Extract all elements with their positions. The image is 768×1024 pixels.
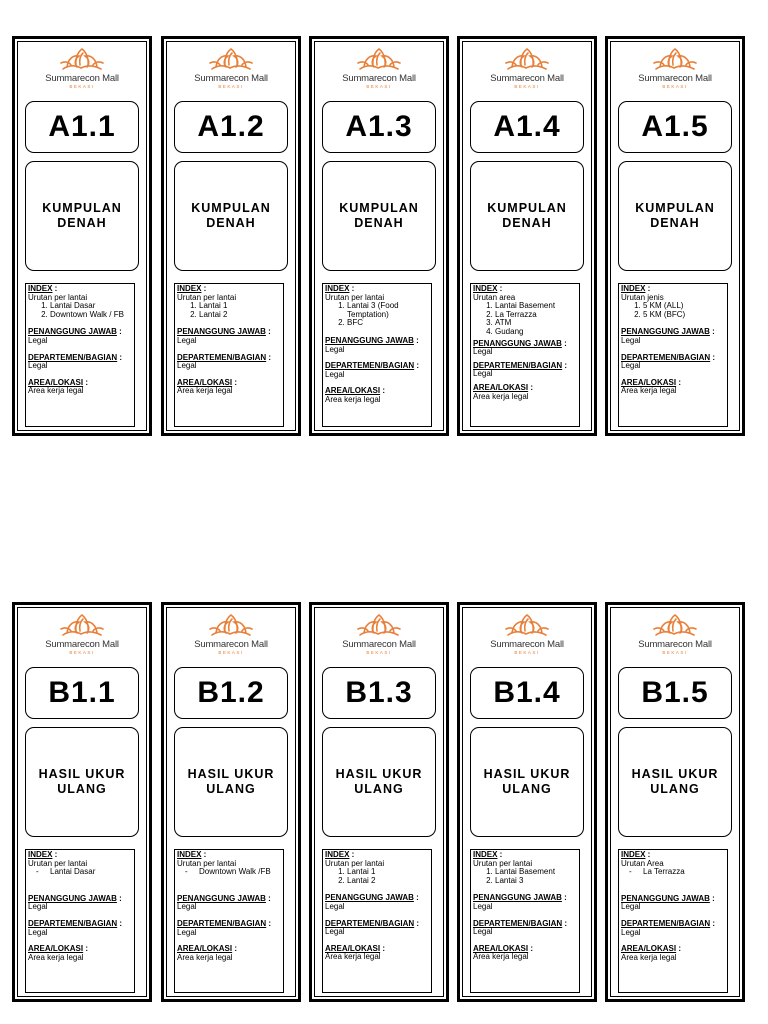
index-list — [621, 868, 725, 877]
departemen-value: Legal — [621, 927, 641, 937]
penanggung-jawab-label: PENANGGUNG JAWAB — [177, 893, 266, 903]
departemen-label: DEPARTEMEN/BAGIAN — [177, 352, 267, 362]
info-box: INDEX : Urutan jenis 1. 5 KM (ALL) 2. 5 KM (BFC) PENANGGUNG JAWAB : Legal DEPARTEMEN/BAGIAN : Legal AREA/LOKASI : Area kerja legal — [618, 283, 728, 427]
index-list-item: 1. Lantai Dasar — [50, 302, 132, 311]
departemen-label: DEPARTEMEN/BAGIAN — [325, 361, 415, 371]
binder-label-card-b1-1 — [12, 602, 152, 1002]
penanggung-jawab-value: Legal — [177, 902, 197, 912]
binder-code: A1.4 — [470, 101, 584, 153]
area-lokasi-label: AREA/LOKASI — [621, 944, 677, 954]
brand-name: Summarecon Mall — [342, 73, 416, 84]
index-list-items — [325, 302, 429, 328]
departemen-value: Legal — [473, 927, 493, 937]
brand-location: BEKASI — [662, 650, 688, 655]
sort-order-text: Urutan per lantai — [325, 292, 385, 302]
index-list — [177, 868, 281, 877]
departemen-value: Legal — [621, 361, 641, 371]
summarecon-logo — [460, 47, 594, 99]
index-list-item: 1. Lantai 1 — [347, 868, 429, 877]
brand-location: BEKASI — [514, 84, 540, 89]
index-label: INDEX — [325, 850, 350, 859]
index-list — [28, 302, 132, 319]
summarecon-logo — [312, 47, 446, 99]
binder-title — [322, 161, 436, 271]
penanggung-jawab-label: PENANGGUNG JAWAB — [28, 893, 117, 903]
index-list-items — [177, 868, 281, 877]
index-list-item: 1. 5 KM (ALL) — [643, 302, 725, 311]
departemen-label: DEPARTEMEN/BAGIAN — [621, 918, 711, 928]
brand-location: BEKASI — [218, 650, 244, 655]
binder-code: B1.3 — [322, 667, 436, 719]
index-list — [473, 868, 577, 885]
penanggung-jawab-value: Legal — [28, 902, 48, 912]
area-lokasi-label: AREA/LOKASI — [28, 377, 84, 387]
index-list-items — [473, 868, 577, 885]
index-label: INDEX — [28, 850, 53, 859]
row-hasil-ukur-ulang — [0, 602, 768, 1004]
index-list-item: 2. Lantai 2 — [199, 311, 281, 320]
departemen-value: Legal — [177, 361, 197, 371]
area-lokasi-value: Area kerja legal — [177, 386, 233, 396]
index-list-item: 1. Lantai 1 — [199, 302, 281, 311]
binder-title-line1: HASIL UKUR — [38, 767, 126, 781]
index-list-item: - Lantai Dasar — [50, 868, 132, 877]
binder-title — [174, 161, 288, 271]
info-box: INDEX : Urutan area 1. Lantai Basement 2. La Terrazza 3. ATM 4. Gudang PENANGGUNG JAWAB : Legal DEPARTEMEN/BAGIAN : Legal AREA/LOKASI : Area kerja legal — [470, 283, 580, 427]
binder-title-line2: DENAH — [502, 216, 552, 230]
penanggung-jawab-value: Legal — [325, 901, 345, 911]
index-list — [28, 868, 132, 877]
brand-location: BEKASI — [662, 84, 688, 89]
penanggung-jawab-label: PENANGGUNG JAWAB — [473, 893, 562, 903]
index-list-items — [621, 868, 725, 877]
index-list-item: 2. Lantai 3 — [495, 877, 577, 886]
departemen-label: DEPARTEMEN/BAGIAN — [473, 918, 563, 928]
binder-label-card-a1-4 — [457, 36, 597, 436]
binder-label-card-b1-3 — [309, 602, 449, 1002]
index-list-items — [177, 302, 281, 319]
binder-title — [470, 727, 584, 837]
penanggung-jawab-label: PENANGGUNG JAWAB — [473, 338, 562, 348]
area-lokasi-value: Area kerja legal — [621, 952, 677, 962]
summarecon-logo — [164, 47, 298, 99]
binder-title — [25, 161, 139, 271]
lotus-logo-icon — [356, 613, 402, 639]
brand-location: BEKASI — [218, 84, 244, 89]
index-list-item: - Downtown Walk /FB — [199, 868, 281, 877]
area-lokasi-label: AREA/LOKASI — [325, 386, 381, 396]
binder-title-line1: KUMPULAN — [191, 201, 271, 215]
brand-location: BEKASI — [366, 84, 392, 89]
area-lokasi-value: Area kerja legal — [473, 391, 529, 401]
binder-title-line2: DENAH — [650, 216, 700, 230]
area-lokasi-label: AREA/LOKASI — [621, 377, 677, 387]
brand-name: Summarecon Mall — [638, 639, 712, 650]
brand-name: Summarecon Mall — [638, 73, 712, 84]
index-list-items — [28, 868, 132, 877]
area-lokasi-value: Area kerja legal — [28, 952, 84, 962]
penanggung-jawab-label: PENANGGUNG JAWAB — [177, 327, 266, 337]
index-label: INDEX — [28, 284, 53, 293]
binder-title-line1: HASIL UKUR — [335, 767, 423, 781]
index-label: INDEX — [473, 850, 498, 859]
index-label: INDEX — [177, 284, 202, 293]
penanggung-jawab-label: PENANGGUNG JAWAB — [621, 327, 710, 337]
index-list-item: 2. Lantai 2 — [347, 877, 429, 886]
departemen-value: Legal — [177, 927, 197, 937]
binder-title-line1: HASIL UKUR — [187, 767, 275, 781]
lotus-logo-icon — [504, 47, 550, 73]
area-lokasi-value: Area kerja legal — [621, 386, 677, 396]
brand-name: Summarecon Mall — [342, 639, 416, 650]
binder-title-line1: KUMPULAN — [339, 201, 419, 215]
row-kumpulan-denah — [0, 36, 768, 438]
brand-location: BEKASI — [69, 650, 95, 655]
binder-code: A1.5 — [618, 101, 732, 153]
brand-name: Summarecon Mall — [194, 639, 268, 650]
index-list-item: 1. Lantai 3 (Food Temptation) — [347, 302, 429, 319]
departemen-value: Legal — [325, 927, 345, 937]
lotus-logo-icon — [504, 613, 550, 639]
binder-title-line1: HASIL UKUR — [483, 767, 571, 781]
info-box: INDEX : Urutan per lantai 1. Lantai 1 2. Lantai 2 PENANGGUNG JAWAB : Legal DEPARTEMEN/BAGIAN : Legal AREA/LOKASI : Area kerja legal — [174, 283, 284, 427]
area-lokasi-label: AREA/LOKASI — [28, 944, 84, 954]
brand-name: Summarecon Mall — [490, 639, 564, 650]
binder-code: A1.1 — [25, 101, 139, 153]
departemen-label: DEPARTEMEN/BAGIAN — [177, 918, 267, 928]
info-box: INDEX : Urutan Area - La Terrazza PENANGGUNG JAWAB : Legal DEPARTEMEN/BAGIAN : Legal AREA/LOKASI : Area kerja legal — [618, 849, 728, 993]
sort-order-text: Urutan per lantai — [473, 858, 533, 868]
index-list-item: 2. Downtown Walk / FB — [50, 311, 132, 320]
binder-title — [618, 161, 732, 271]
sort-order-text: Urutan area — [473, 292, 516, 302]
lotus-logo-icon — [652, 613, 698, 639]
binder-title-line2: DENAH — [206, 216, 256, 230]
brand-location: BEKASI — [366, 650, 392, 655]
sort-order-text: Urutan per lantai — [177, 858, 237, 868]
index-list — [177, 302, 281, 319]
index-list-item: 4. Gudang — [495, 328, 577, 337]
index-list-item: 2. La Terrazza — [495, 311, 577, 320]
binder-label-card-b1-5 — [605, 602, 745, 1002]
index-label: INDEX — [473, 284, 498, 293]
binder-title-line2: ULANG — [206, 782, 256, 796]
binder-code: A1.2 — [174, 101, 288, 153]
lotus-logo-icon — [356, 47, 402, 73]
area-lokasi-value: Area kerja legal — [325, 394, 381, 404]
binder-code: B1.2 — [174, 667, 288, 719]
area-lokasi-label: AREA/LOKASI — [325, 943, 381, 953]
binder-title-line2: DENAH — [57, 216, 107, 230]
index-list-item: 1. Lantai Basement — [495, 868, 577, 877]
penanggung-jawab-label: PENANGGUNG JAWAB — [28, 327, 117, 337]
brand-location: BEKASI — [69, 84, 95, 89]
summarecon-logo — [15, 47, 149, 99]
binder-title-line2: DENAH — [354, 216, 404, 230]
binder-title — [322, 727, 436, 837]
departemen-value: Legal — [473, 369, 493, 379]
index-label: INDEX — [177, 850, 202, 859]
penanggung-jawab-value: Legal — [28, 335, 48, 345]
index-label: INDEX — [325, 284, 350, 293]
index-list-item: - La Terrazza — [643, 868, 725, 877]
departemen-label: DEPARTEMEN/BAGIAN — [621, 352, 711, 362]
binder-code: B1.5 — [618, 667, 732, 719]
departemen-value: Legal — [28, 361, 48, 371]
sort-order-text: Urutan per lantai — [28, 292, 88, 302]
info-box: INDEX : Urutan per lantai 1. Lantai 1 2. Lantai 2 PENANGGUNG JAWAB : Legal DEPARTEMEN/BAGIAN : Legal AREA/LOKASI : Area kerja legal — [322, 849, 432, 993]
binder-title-line1: KUMPULAN — [487, 201, 567, 215]
binder-title-line1: HASIL UKUR — [631, 767, 719, 781]
area-lokasi-label: AREA/LOKASI — [177, 944, 233, 954]
binder-title — [470, 161, 584, 271]
brand-name: Summarecon Mall — [194, 73, 268, 84]
summarecon-logo — [608, 47, 742, 99]
binder-label-card-a1-1 — [12, 36, 152, 436]
info-box: INDEX : Urutan per lantai - Lantai Dasar PENANGGUNG JAWAB : Legal DEPARTEMEN/BAGIAN : Legal AREA/LOKASI : Area kerja legal — [25, 849, 135, 993]
area-lokasi-label: AREA/LOKASI — [177, 377, 233, 387]
binder-code: A1.3 — [322, 101, 436, 153]
penanggung-jawab-value: Legal — [473, 347, 493, 357]
brand-name: Summarecon Mall — [45, 73, 119, 84]
summarecon-logo — [164, 613, 298, 665]
binder-code: B1.4 — [470, 667, 584, 719]
summarecon-logo — [608, 613, 742, 665]
info-box: INDEX : Urutan per lantai 1. Lantai 3 (Food Temptation) 2. BFC PENANGGUNG JAWAB : Legal DEPARTEMEN/BAGIAN : Legal AREA/LOKASI : Area kerja legal — [322, 283, 432, 427]
index-list-item: 2. BFC — [347, 319, 429, 328]
index-list — [325, 868, 429, 885]
binder-label-card-b1-2 — [161, 602, 301, 1002]
penanggung-jawab-label: PENANGGUNG JAWAB — [621, 893, 710, 903]
departemen-label: DEPARTEMEN/BAGIAN — [28, 918, 118, 928]
departemen-label: DEPARTEMEN/BAGIAN — [28, 352, 118, 362]
penanggung-jawab-value: Legal — [473, 901, 493, 911]
lotus-logo-icon — [652, 47, 698, 73]
area-lokasi-label: AREA/LOKASI — [473, 943, 529, 953]
sort-order-text: Urutan per lantai — [28, 858, 88, 868]
area-lokasi-value: Area kerja legal — [473, 952, 529, 962]
binder-title-line2: ULANG — [650, 782, 700, 796]
info-box: INDEX : Urutan per lantai 1. Lantai Dasar 2. Downtown Walk / FB PENANGGUNG JAWAB : Legal DEPARTEMEN/BAGIAN : Legal AREA/LOKASI : Area kerja legal — [25, 283, 135, 427]
binder-label-card-a1-5 — [605, 36, 745, 436]
binder-code: B1.1 — [25, 667, 139, 719]
binder-title-line2: ULANG — [57, 782, 107, 796]
summarecon-logo — [312, 613, 446, 665]
area-lokasi-value: Area kerja legal — [28, 386, 84, 396]
binder-title-line2: ULANG — [502, 782, 552, 796]
sort-order-text: Urutan jenis — [621, 292, 664, 302]
index-list-items — [325, 868, 429, 885]
index-label: INDEX — [621, 284, 646, 293]
binder-title-line1: KUMPULAN — [42, 201, 122, 215]
lotus-logo-icon — [208, 47, 254, 73]
index-list — [473, 302, 577, 336]
area-lokasi-value: Area kerja legal — [177, 952, 233, 962]
brand-location: BEKASI — [514, 650, 540, 655]
departemen-label: DEPARTEMEN/BAGIAN — [325, 918, 415, 928]
penanggung-jawab-label: PENANGGUNG JAWAB — [325, 335, 414, 345]
binder-label-card-a1-2 — [161, 36, 301, 436]
lotus-logo-icon — [59, 47, 105, 73]
index-list — [621, 302, 725, 319]
departemen-label: DEPARTEMEN/BAGIAN — [473, 360, 563, 370]
binder-title — [618, 727, 732, 837]
binder-label-card-a1-3 — [309, 36, 449, 436]
index-list-item: 2. 5 KM (BFC) — [643, 311, 725, 320]
index-label: INDEX — [621, 850, 646, 859]
sort-order-text: Urutan per lantai — [325, 858, 385, 868]
index-list-item: 1. Lantai Basement — [495, 302, 577, 311]
lotus-logo-icon — [59, 613, 105, 639]
lotus-logo-icon — [208, 613, 254, 639]
brand-name: Summarecon Mall — [45, 639, 119, 650]
brand-name: Summarecon Mall — [490, 73, 564, 84]
info-box: INDEX : Urutan per lantai 1. Lantai Basement 2. Lantai 3 PENANGGUNG JAWAB : Legal DEPARTEMEN/BAGIAN : Legal AREA/LOKASI : Area kerja legal — [470, 849, 580, 993]
index-list — [325, 302, 429, 328]
departemen-value: Legal — [325, 369, 345, 379]
departemen-value: Legal — [28, 927, 48, 937]
binder-label-card-b1-4 — [457, 602, 597, 1002]
index-list-items — [28, 302, 132, 319]
penanggung-jawab-value: Legal — [621, 902, 641, 912]
binder-title — [174, 727, 288, 837]
penanggung-jawab-value: Legal — [325, 344, 345, 354]
index-list-items — [621, 302, 725, 319]
index-list-item: 3. ATM — [495, 319, 577, 328]
sort-order-text: Urutan Area — [621, 858, 664, 868]
area-lokasi-label: AREA/LOKASI — [473, 382, 529, 392]
penanggung-jawab-value: Legal — [621, 335, 641, 345]
info-box: INDEX : Urutan per lantai - Downtown Walk /FB PENANGGUNG JAWAB : Legal DEPARTEMEN/BAGIAN : Legal AREA/LOKASI : Area kerja legal — [174, 849, 284, 993]
penanggung-jawab-label: PENANGGUNG JAWAB — [325, 893, 414, 903]
summarecon-logo — [15, 613, 149, 665]
binder-title — [25, 727, 139, 837]
index-list-items — [473, 302, 577, 336]
binder-title-line1: KUMPULAN — [635, 201, 715, 215]
summarecon-logo — [460, 613, 594, 665]
binder-title-line2: ULANG — [354, 782, 404, 796]
area-lokasi-value: Area kerja legal — [325, 952, 381, 962]
penanggung-jawab-value: Legal — [177, 335, 197, 345]
sort-order-text: Urutan per lantai — [177, 292, 237, 302]
